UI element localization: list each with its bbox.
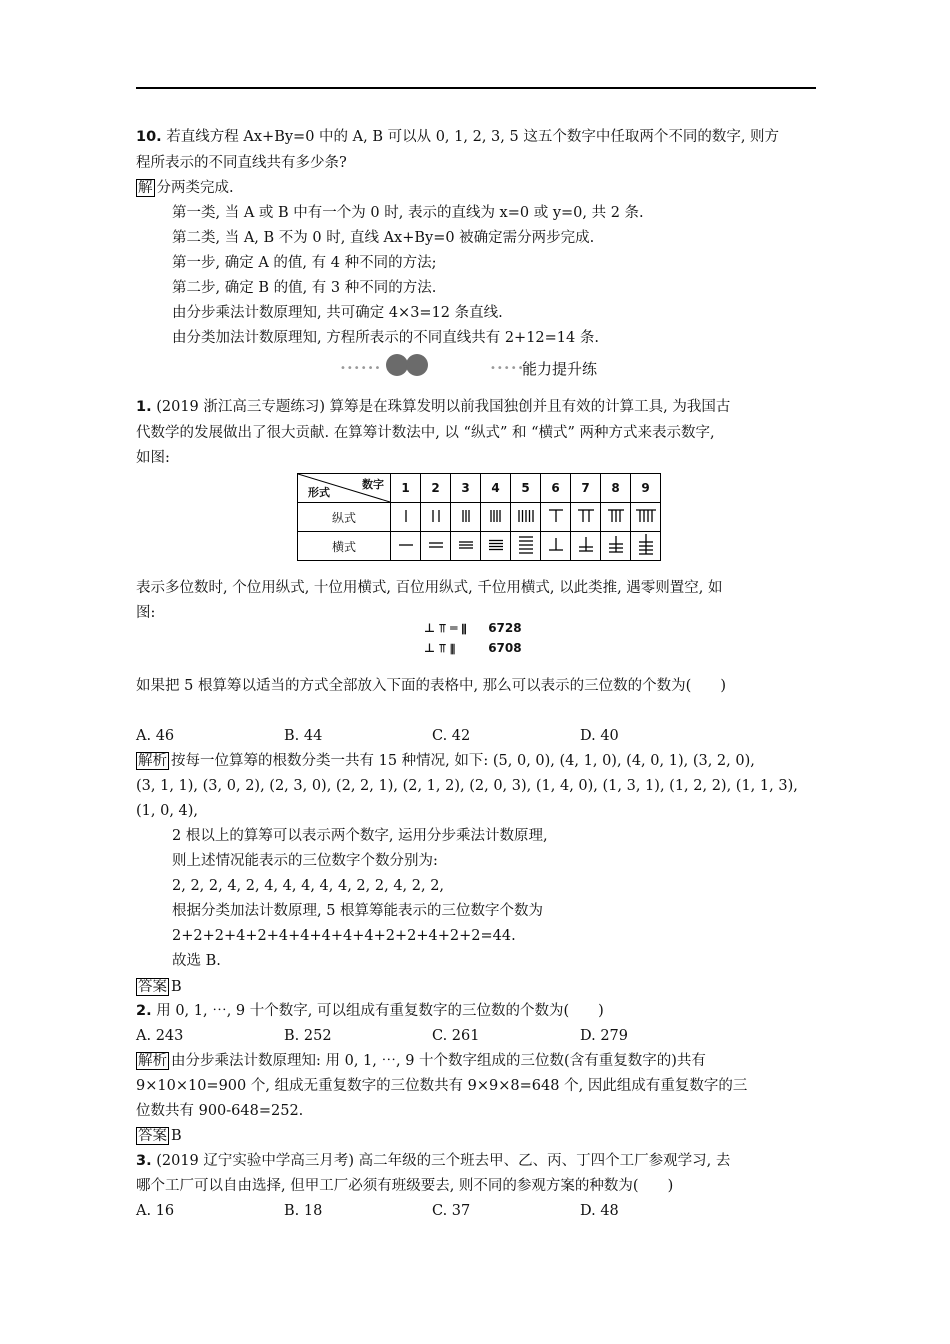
horizontal-rod-6 (541, 532, 571, 561)
option-a[interactable]: A. 46 (136, 728, 175, 744)
q3-line2: 哪个工厂可以自由选择, 但甲工厂必须有班级要去, 则不同的参观方案的种数为( ) (136, 1178, 674, 1194)
digit-header: 3 (451, 474, 481, 503)
q10-solution-line6: 由分步乘法计数原理知, 共可确定 4×3=12 条直线. (172, 305, 503, 321)
q1-analysis-line5: 则上述情况能表示的三位数字个数分别为: (172, 853, 438, 869)
q1-analysis-line9: 故选 B. (172, 953, 221, 969)
q2-analysis-line2: 9×10×10=900 个, 组成无重复数字的三位数共有 9×9×8=648 个, 因此组成有重复数字的三 (136, 1078, 748, 1094)
vertical-rod-1 (391, 503, 421, 532)
q2-line1 (136, 1001, 604, 1021)
example-6708 (424, 641, 522, 656)
rod-glyphs: ⊥ ⫪ ═ ⫴ (424, 621, 467, 635)
vertical-rod-3 (451, 503, 481, 532)
solution-text: 分两类完成. (156, 180, 234, 196)
q1-line3: 如图: (136, 450, 170, 466)
q3-options (136, 1201, 728, 1221)
q10-solution-line1 (136, 178, 234, 198)
horizontal-rod-2 (421, 532, 451, 561)
q3-text: (2019 辽宁实验中学高三月考) 高二年级的三个班去甲、乙、丙、丁四个工厂参观学习, 去 (156, 1153, 731, 1169)
counting-rod-table (297, 473, 661, 561)
horizontal-rod-7 (571, 532, 601, 561)
digit-header: 9 (631, 474, 661, 503)
vertical-rod-9 (631, 503, 661, 532)
q10-title-line2: 程所表示的不同直线共有多少条? (136, 155, 347, 171)
q1-analysis-line3: (1, 0, 4), (136, 803, 199, 819)
horizontal-rod-3 (451, 532, 481, 561)
q10-solution-line5: 第二步, 确定 B 的值, 有 3 种不同的方法. (172, 280, 437, 296)
q1-line2: 代数学的发展做出了很大贡献. 在算筹计数法中, 以 “纵式” 和 “横式” 两种方式来表示数字, (136, 425, 715, 441)
q2-text: 用 0, 1, ⋯, 9 十个数字, 可以组成有重复数字的三位数的个数为( ) (156, 1003, 604, 1019)
q1-line5: 图: (136, 605, 156, 621)
digit-header: 1 (391, 474, 421, 503)
vertical-rod-7 (571, 503, 601, 532)
analysis-tag: 解析 (138, 1053, 167, 1069)
analysis-tag: 解析 (138, 753, 167, 769)
q1-line1 (136, 397, 730, 417)
vertical-rod-4 (481, 503, 511, 532)
q1-answer (136, 977, 182, 997)
dots-left: •••••• (340, 363, 382, 374)
q10-number: 10. (136, 129, 162, 145)
horizontal-rod-5 (511, 532, 541, 561)
circle-icon-right (406, 354, 428, 376)
table-corner (298, 474, 391, 503)
q3-number: 3. (136, 1153, 152, 1169)
vertical-rod-8 (601, 503, 631, 532)
digit-header: 6 (541, 474, 571, 503)
circle-icon-left (386, 354, 408, 376)
q1-analysis-line7: 根据分类加法计数原理, 5 根算筹能表示的三位数字个数为 (172, 903, 544, 919)
analysis-text: 由分步乘法计数原理知: 用 0, 1, ⋯, 9 十个数字组成的三位数(含有重复数字的)共有 (171, 1053, 706, 1069)
q1-analysis-line1 (136, 751, 755, 771)
q1-text: (2019 浙江高三专题练习) 算筹是在珠算发明以前我国独创并且有效的计算工具, 为我国古 (156, 399, 731, 415)
q3-line1 (136, 1151, 730, 1171)
digit-header: 2 (421, 474, 451, 503)
q2-analysis-line1 (136, 1051, 706, 1071)
option-b[interactable]: B. 18 (284, 1203, 323, 1219)
horizontal-rod-4 (481, 532, 511, 561)
option-d[interactable]: D. 48 (580, 1203, 619, 1219)
option-d[interactable]: D. 279 (580, 1028, 629, 1044)
section-header (340, 352, 620, 380)
solution-tag: 解 (138, 180, 153, 196)
example-number: 6728 (488, 621, 522, 635)
q1-analysis-line6: 2, 2, 2, 4, 2, 4, 4, 4, 4, 4, 2, 2, 4, 2, 2, (172, 878, 445, 894)
option-b[interactable]: B. 252 (284, 1028, 332, 1044)
vertical-rod-2 (421, 503, 451, 532)
q2-options (136, 1026, 728, 1046)
digit-header: 5 (511, 474, 541, 503)
q1-line4: 表示多位数时, 个位用纵式, 十位用横式, 百位用纵式, 千位用横式, 以此类推, 遇零则置空, 如 (136, 580, 723, 596)
header-rule (136, 87, 816, 89)
digit-header: 4 (481, 474, 511, 503)
answer-tag: 答案 (138, 979, 167, 995)
option-d[interactable]: D. 40 (580, 728, 619, 744)
section-title: 能力提升练 (522, 360, 598, 378)
q10-title-line1 (136, 127, 779, 147)
q10-solution-line3: 第二类, 当 A, B 不为 0 时, 直线 Ax+By=0 被确定需分两步完成. (172, 230, 595, 246)
horizontal-rod-8 (601, 532, 631, 561)
q2-number: 2. (136, 1003, 152, 1019)
q1-analysis-line8: 2+2+2+4+2+4+4+4+4+4+2+2+4+2+2=44. (172, 928, 516, 944)
digit-header: 7 (571, 474, 601, 503)
option-c[interactable]: C. 261 (432, 1028, 480, 1044)
q1-line6: 如果把 5 根算筹以适当的方式全部放入下面的表格中, 那么可以表示的三位数的个数为( ) (136, 678, 726, 694)
q1-options (136, 726, 728, 746)
q1-analysis-line2: (3, 1, 1), (3, 0, 2), (2, 3, 0), (2, 2, 1), (2, 1, 2), (2, 0, 3), (1, 4, 0), (1, 3, 1), (1, 2, 2), (1, 1, 3), (136, 778, 798, 794)
horizontal-rod-1 (391, 532, 421, 561)
vertical-rod-5 (511, 503, 541, 532)
option-c[interactable]: C. 42 (432, 728, 471, 744)
q1-analysis-line4: 2 根以上的算筹可以表示两个数字, 运用分步乘法计数原理, (172, 828, 548, 844)
q1-number: 1. (136, 399, 152, 415)
analysis-text: 按每一位算筹的根数分类一共有 15 种情况, 如下: (5, 0, 0), (4, 1, 0), (4, 0, 1), (3, 2, 0), (171, 753, 755, 769)
answer-value: B (171, 1128, 182, 1144)
q10-solution-line4: 第一步, 确定 A 的值, 有 4 种不同的方法; (172, 255, 437, 271)
example-6728 (424, 621, 522, 636)
digit-header: 8 (601, 474, 631, 503)
option-c[interactable]: C. 37 (432, 1203, 471, 1219)
answer-tag: 答案 (138, 1128, 167, 1144)
option-a[interactable]: A. 243 (136, 1028, 184, 1044)
q2-answer (136, 1126, 182, 1146)
horizontal-rod-9 (631, 532, 661, 561)
row-label-horizontal: 横式 (298, 532, 391, 561)
dots-right: •••••• (490, 363, 532, 374)
row-label-vertical: 纵式 (298, 503, 391, 532)
corner-top-label: 数字 (362, 478, 384, 491)
answer-value: B (171, 979, 182, 995)
option-b[interactable]: B. 44 (284, 728, 323, 744)
q10-solution-line7: 由分类加法计数原理知, 方程所表示的不同直线共有 2+12=14 条. (172, 330, 599, 346)
q10-text: 若直线方程 Ax+By=0 中的 A, B 可以从 0, 1, 2, 3, 5 这五个数字中任取两个不同的数字, 则方 (166, 129, 780, 145)
q2-analysis-line3: 位数共有 900-648=252. (136, 1103, 304, 1119)
example-number: 6708 (488, 641, 522, 655)
corner-bottom-label: 形式 (308, 486, 330, 499)
option-a[interactable]: A. 16 (136, 1203, 175, 1219)
rod-glyphs: ⊥ ⫪ ⫴ (424, 641, 456, 655)
q10-solution-line2: 第一类, 当 A 或 B 中有一个为 0 时, 表示的直线为 x=0 或 y=0, 共 2 条. (172, 205, 644, 221)
vertical-rod-6 (541, 503, 571, 532)
